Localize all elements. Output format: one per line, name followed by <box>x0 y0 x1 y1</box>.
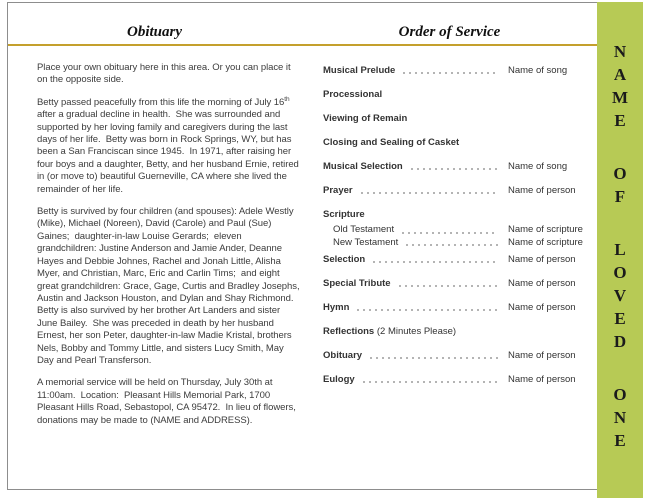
sidebar-letter: O <box>613 263 627 282</box>
service-item-label: Prayer <box>323 185 353 196</box>
service-item-label: Selection <box>323 254 366 265</box>
obituary-header: Obituary <box>126 24 182 40</box>
service-item-value: Name of person <box>508 185 576 196</box>
order-of-service-header: Order of Service <box>398 24 501 40</box>
service-item-label: Processional <box>323 89 383 100</box>
dot-leader <box>411 168 498 170</box>
service-item-label: Old Testament <box>333 224 395 235</box>
service-item-label: Scripture <box>323 209 365 220</box>
dot-leader <box>363 381 498 383</box>
service-item-value: Name of person <box>508 278 576 289</box>
service-subitem <box>323 237 584 250</box>
sidebar-letter: A <box>613 65 627 84</box>
service-item <box>323 184 584 197</box>
service-subitem <box>323 224 584 237</box>
service-item <box>323 208 584 221</box>
service-item-label: Closing and Sealing of Casket <box>323 137 460 148</box>
service-item <box>323 136 584 149</box>
service-item <box>323 349 584 362</box>
service-item-label: Eulogy <box>323 374 355 385</box>
sidebar-word <box>597 40 643 132</box>
service-item-value: Name of person <box>508 374 576 385</box>
service-item-value: Name of scripture <box>508 236 583 248</box>
service-item <box>323 301 584 314</box>
service-item <box>323 277 584 290</box>
dot-leader <box>357 309 498 311</box>
service-item-label: Musical Prelude <box>323 65 396 76</box>
service-item-label: Viewing of Remain <box>323 113 408 124</box>
page-inner <box>8 3 598 437</box>
dot-leader <box>361 192 498 194</box>
sidebar-letter: F <box>614 187 626 206</box>
service-item <box>323 325 584 338</box>
header-row <box>8 3 598 46</box>
content-row <box>8 46 598 437</box>
sidebar-word <box>597 238 643 353</box>
service-item-note: (2 Minutes Please) <box>374 326 457 337</box>
sidebar-word <box>597 162 643 208</box>
sidebar-letters <box>597 2 643 498</box>
dot-leader <box>399 285 498 287</box>
sidebar-letter: N <box>613 408 627 427</box>
sidebar-letter: V <box>613 286 627 305</box>
obituary-paragraph: Betty passed peacefully from this life the morning of July 16th after a gradual decline in health. She was surrounded and supported by her loving family and caregivers during the last days of her life. Betty was born in Rock Springs, WY, but has been a San Franciscan since 1945. In 1971, after raising her four boys and a daughter, Betty, and her husband Ernie, retired in (or move to) beautiful Guerneville, CA where she lived the remainder of her life. <box>37 95 302 195</box>
dot-leader <box>373 261 498 263</box>
sidebar-letter: E <box>614 111 626 130</box>
service-item-label: Musical Selection <box>323 161 403 172</box>
dot-leader <box>406 244 498 246</box>
sidebar-letter: O <box>613 385 627 404</box>
service-item-value: Name of song <box>508 161 568 172</box>
sidebar-letter: L <box>614 240 626 259</box>
service-subgroup <box>323 224 584 249</box>
dot-leader <box>402 232 498 234</box>
sidebar-letter: E <box>614 309 626 328</box>
dot-leader <box>403 72 498 74</box>
service-item-value: Name of person <box>508 302 576 313</box>
service-item <box>323 373 584 386</box>
obituary-paragraph: Betty is survived by four children (and spouses): Adele Westly (Mike), Michael (Noreen), David (Carole) and Paul (Sue) Gaines; daughter-in-law Louise Gerards; eleven grandchildren: Justine Anderson and Jamie Ander, Deanne Hayes and Debbie Johnes, Rachel and Jonah Little, Alisha Myer, and Christian, Marc, Eric and Carlin Tims; and eight great grandchildren: Grace, Gage, Curtis and Bradley Josephs, Austin and Jackson Houston, and Dylan and Shay Richmond. Betty is also survived by her brother Art Landers and sister June Bailey. She was preceded in death by her husband Ernest, her son Peter, daughter-in-law Madie Kristal, brothers Nels, Bobby and Tommy Little, and sisters Lucy Smith, May Day and Pearl Transferson. <box>37 206 302 366</box>
sidebar-letter: D <box>613 332 627 351</box>
service-item-label: New Testament <box>333 236 399 248</box>
sidebar-letter: O <box>613 164 627 183</box>
sidebar-letter: N <box>613 42 627 61</box>
sidebar-letter: E <box>614 431 626 450</box>
sidebar-word <box>597 383 643 452</box>
obituary-paragraph: Place your own obituary here in this area. Or you can place it on the opposite side. <box>37 62 294 86</box>
service-item-value: Name of song <box>508 65 568 76</box>
service-item-value: Name of scripture <box>508 224 583 235</box>
service-item <box>323 112 584 125</box>
service-item-label: Hymn <box>323 302 350 313</box>
obituary-paragraph: A memorial service will be held on Thursday, July 30th at 11:00am. Location: Pleasant Hills Memorial Park, 1700 Pleasant Hills Road, Sebastopol, CA 95472. In lieu of flowers, donations may be made to (NAME and ADDRESS). <box>37 377 299 426</box>
service-item <box>323 88 584 101</box>
service-item <box>323 253 584 266</box>
service-item-value: Name of person <box>508 254 576 265</box>
service-list <box>308 46 598 437</box>
service-item-value: Name of person <box>508 350 576 361</box>
service-item-label: Special Tribute <box>323 278 391 289</box>
service-item <box>323 160 584 173</box>
service-item-label: Obituary <box>323 350 363 361</box>
service-item <box>323 64 584 77</box>
service-item-label: Reflections <box>323 326 375 337</box>
sidebar-letter: M <box>611 88 629 107</box>
dot-leader <box>370 357 498 359</box>
program-page <box>7 2 643 490</box>
obituary-body <box>8 46 308 437</box>
